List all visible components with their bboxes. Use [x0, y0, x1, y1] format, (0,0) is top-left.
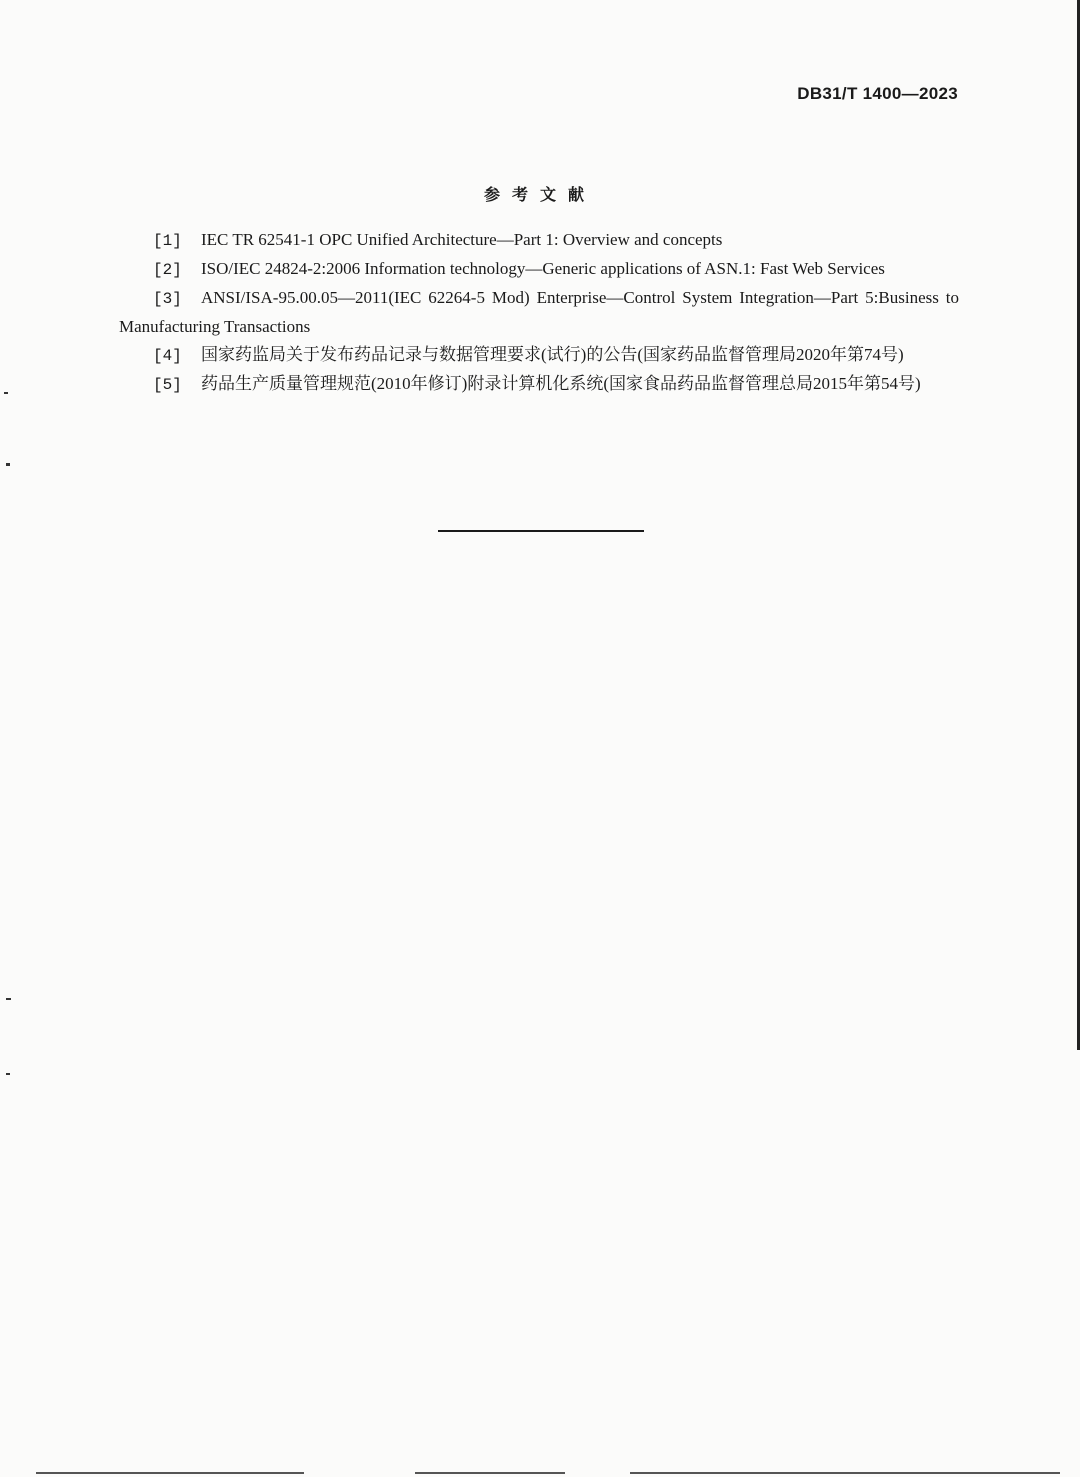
reference-text: 药品生产质量管理规范(2010年修订)附录计算机化系统(国家食品药品监督管理总局2015年第54号) — [201, 374, 921, 393]
reference-number: [3] — [153, 290, 182, 308]
reference-item — [119, 284, 959, 341]
reference-number: [1] — [153, 232, 182, 250]
reference-number: [4] — [153, 347, 182, 365]
reference-text: ISO/IEC 24824-2:2006 Information technology—Generic applications of ASN.1: Fast Web Services — [201, 259, 885, 278]
scan-bottom-rule — [415, 1472, 565, 1474]
end-rule — [438, 530, 644, 532]
reference-text: 国家药监局关于发布药品记录与数据管理要求(试行)的公告(国家药品监督管理局2020年第74号) — [201, 345, 904, 364]
scan-speck — [6, 998, 11, 1000]
document-code: DB31/T 1400—2023 — [797, 84, 958, 103]
reference-item — [119, 255, 959, 284]
reference-text: ANSI/ISA-95.00.05—2011(IEC 62264-5 Mod) Enterprise—Control System Integration—Part 5:Business to Manufacturing Transactions — [119, 288, 959, 336]
reference-list — [119, 226, 959, 399]
reference-item — [119, 370, 959, 399]
scan-speck — [6, 463, 10, 466]
scan-bottom-rule — [36, 1472, 304, 1474]
reference-item — [119, 341, 959, 370]
scan-speck — [6, 1073, 10, 1075]
scan-speck — [4, 392, 8, 394]
reference-number: [5] — [153, 376, 182, 394]
reference-text: IEC TR 62541-1 OPC Unified Architecture—Part 1: Overview and concepts — [201, 230, 723, 249]
scan-bottom-rule — [630, 1472, 1060, 1474]
reference-number: [2] — [153, 261, 182, 279]
reference-item — [119, 226, 959, 255]
section-title: 参考文献 — [483, 185, 596, 204]
